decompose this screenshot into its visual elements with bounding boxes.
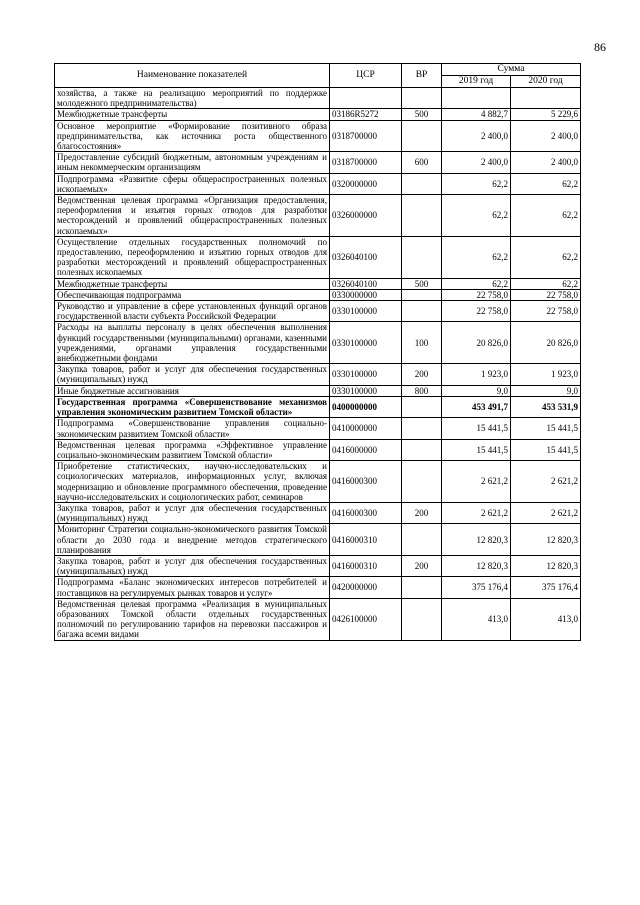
row-vr-code: 200	[402, 555, 442, 576]
row-csr-code: 0400000000	[330, 396, 402, 417]
row-vr-code: 200	[402, 502, 442, 523]
row-amount-2020: 12 820,3	[511, 555, 581, 576]
row-amount-2019: 375 176,4	[442, 577, 511, 598]
row-amount-2020: 375 176,4	[511, 577, 581, 598]
row-csr-code: 0416000310	[330, 524, 402, 556]
row-amount-2019: 12 820,3	[442, 555, 511, 576]
row-csr-code: 0330100000	[330, 301, 402, 322]
row-vr-code: 800	[402, 385, 442, 396]
row-name: Приобретение статистических, научно-исследовательских и социологических материалов, информационных услуг, включая модернизацию и обновление программного обеспечения, проведение научно-исследовательских и социологических работ, семинаров	[55, 461, 330, 503]
row-csr-code: 0416000000	[330, 439, 402, 460]
row-amount-2020: 62,2	[511, 278, 581, 289]
table-row	[55, 289, 581, 300]
row-vr-code	[402, 88, 442, 109]
row-amount-2019: 1 923,0	[442, 364, 511, 385]
page-number: 86	[594, 40, 606, 54]
row-amount-2020: 62,2	[511, 236, 581, 278]
row-amount-2019: 453 491,7	[442, 396, 511, 417]
row-name: хозяйства, а также на реализацию мероприятий по поддержке молодежного предпринимательства)	[55, 88, 330, 109]
row-vr-code: 200	[402, 364, 442, 385]
row-vr-code	[402, 173, 442, 194]
row-amount-2019	[442, 88, 511, 109]
table-row	[55, 396, 581, 417]
table-row	[55, 152, 581, 173]
row-amount-2020	[511, 88, 581, 109]
header-vr: ВР	[402, 64, 442, 88]
row-amount-2019: 4 882,7	[442, 109, 511, 120]
row-amount-2020: 453 531,9	[511, 396, 581, 417]
table-row	[55, 301, 581, 322]
row-csr-code: 0320000000	[330, 173, 402, 194]
row-csr-code: 0330100000	[330, 322, 402, 364]
row-name: Межбюджетные трансферты	[55, 278, 330, 289]
row-vr-code: 500	[402, 109, 442, 120]
row-name: Мониторинг Стратегии социально-экономического развития Томской области до 2030 года и внедрение методов стратегического планирования	[55, 524, 330, 556]
row-name: Осуществление отдельных государственных полномочий по предоставлению, переоформлению и изъятию горных отводов для разработки месторождений и проявлений общераспространенных полезных ископаемых	[55, 236, 330, 278]
table-body	[55, 88, 581, 641]
row-name: Государственная программа «Совершенствование механизмов управления экономическим развитием Томской области»	[55, 396, 330, 417]
row-csr-code: 0330100000	[330, 364, 402, 385]
row-amount-2019: 20 826,0	[442, 322, 511, 364]
row-name: Ведомственная целевая программа «Организация предоставления, переоформления и изъятия горных отводов для разработки месторождений и проявлений общераспространенных полезных ископаемых»	[55, 195, 330, 237]
row-csr-code: 0318700000	[330, 120, 402, 152]
row-name: Руководство и управление в сфере установленных функций органов государственной власти субъекта Российской Федерации	[55, 301, 330, 322]
row-csr-code: 0330000000	[330, 289, 402, 300]
row-vr-code	[402, 418, 442, 439]
row-amount-2019: 15 441,5	[442, 439, 511, 460]
table-row	[55, 88, 581, 109]
table-row	[55, 120, 581, 152]
row-amount-2019: 22 758,0	[442, 289, 511, 300]
row-amount-2019: 2 400,0	[442, 120, 511, 152]
row-vr-code	[402, 598, 442, 640]
row-name: Закупка товаров, работ и услуг для обеспечения государственных (муниципальных) нужд	[55, 555, 330, 576]
row-name: Обеспечивающая подпрограмма	[55, 289, 330, 300]
row-name: Межбюджетные трансферты	[55, 109, 330, 120]
row-amount-2020: 62,2	[511, 195, 581, 237]
row-name: Подпрограмма «Совершенствование управления социально-экономическим развитием Томской области»	[55, 418, 330, 439]
header-year-2020: 2020 год	[511, 76, 581, 88]
row-name: Подпрограмма «Развитие сферы общераспространенных полезных ископаемых»	[55, 173, 330, 194]
row-vr-code: 500	[402, 278, 442, 289]
table-header	[55, 64, 581, 88]
row-vr-code	[402, 301, 442, 322]
row-vr-code: 100	[402, 322, 442, 364]
row-csr-code: 0416000310	[330, 555, 402, 576]
table-row	[55, 364, 581, 385]
header-csr: ЦСР	[330, 64, 402, 88]
table-row	[55, 461, 581, 503]
row-amount-2019: 413,0	[442, 598, 511, 640]
row-name: Ведомственная целевая программа «Эффективное управление социально-экономическим развитием Томской области»	[55, 439, 330, 460]
row-vr-code	[402, 439, 442, 460]
table-row	[55, 278, 581, 289]
row-name: Закупка товаров, работ и услуг для обеспечения государственных (муниципальных) нужд	[55, 364, 330, 385]
row-amount-2020: 15 441,5	[511, 418, 581, 439]
table-row	[55, 173, 581, 194]
row-vr-code	[402, 461, 442, 503]
row-vr-code	[402, 577, 442, 598]
row-csr-code: 0410000000	[330, 418, 402, 439]
table-row	[55, 385, 581, 396]
row-amount-2020: 12 820,3	[511, 524, 581, 556]
row-amount-2019: 2 621,2	[442, 502, 511, 523]
row-name: Основное мероприятие «Формирование позитивного образа предпринимательства, как источника роста общественного благосостояния»	[55, 120, 330, 152]
row-amount-2020: 1 923,0	[511, 364, 581, 385]
row-amount-2020: 2 621,2	[511, 461, 581, 503]
row-amount-2020: 22 758,0	[511, 289, 581, 300]
row-name: Подпрограмма «Баланс экономических интересов потребителей и поставщиков на регулируемых рынках товаров и услуг»	[55, 577, 330, 598]
row-csr-code: 0318700000	[330, 152, 402, 173]
row-amount-2020: 15 441,5	[511, 439, 581, 460]
row-vr-code	[402, 120, 442, 152]
table-row	[55, 577, 581, 598]
row-amount-2019: 62,2	[442, 195, 511, 237]
table-row	[55, 555, 581, 576]
row-vr-code	[402, 396, 442, 417]
table-row	[55, 109, 581, 120]
row-csr-code: 0416000300	[330, 502, 402, 523]
row-vr-code: 600	[402, 152, 442, 173]
row-csr-code: 0416000300	[330, 461, 402, 503]
row-vr-code	[402, 195, 442, 237]
row-vr-code	[402, 289, 442, 300]
row-vr-code	[402, 524, 442, 556]
row-amount-2019: 9,0	[442, 385, 511, 396]
row-vr-code	[402, 236, 442, 278]
table-row	[55, 322, 581, 364]
table-row	[55, 439, 581, 460]
row-csr-code: 0426100000	[330, 598, 402, 640]
row-amount-2020: 9,0	[511, 385, 581, 396]
table-row	[55, 195, 581, 237]
row-amount-2019: 62,2	[442, 278, 511, 289]
row-amount-2019: 12 820,3	[442, 524, 511, 556]
row-name: Ведомственная целевая программа «Реализация в муниципальных образованиях Томской области отдельных государственных полномочий по регулированию тарифов на перевозки пассажиров и багажа всеми видами	[55, 598, 330, 640]
row-amount-2019: 22 758,0	[442, 301, 511, 322]
row-csr-code: 0326000000	[330, 195, 402, 237]
row-name: Закупка товаров, работ и услуг для обеспечения государственных (муниципальных) нужд	[55, 502, 330, 523]
row-amount-2020: 20 826,0	[511, 322, 581, 364]
row-name: Иные бюджетные ассигнования	[55, 385, 330, 396]
row-csr-code	[330, 88, 402, 109]
row-amount-2020: 5 229,6	[511, 109, 581, 120]
row-amount-2020: 62,2	[511, 173, 581, 194]
header-name: Наименование показателей	[55, 64, 330, 88]
table-row	[55, 524, 581, 556]
row-csr-code: 0326040100	[330, 278, 402, 289]
row-csr-code: 0420000000	[330, 577, 402, 598]
row-amount-2020: 2 400,0	[511, 120, 581, 152]
table-row	[55, 598, 581, 640]
row-csr-code: 03186R5272	[330, 109, 402, 120]
table-row	[55, 418, 581, 439]
row-amount-2019: 62,2	[442, 173, 511, 194]
row-amount-2019: 2 400,0	[442, 152, 511, 173]
row-amount-2020: 413,0	[511, 598, 581, 640]
row-name: Предоставление субсидий бюджетным, автономным учреждениям и иным некоммерческим организациям	[55, 152, 330, 173]
row-amount-2020: 2 621,2	[511, 502, 581, 523]
row-amount-2019: 15 441,5	[442, 418, 511, 439]
row-csr-code: 0330100000	[330, 385, 402, 396]
row-amount-2020: 2 400,0	[511, 152, 581, 173]
row-name: Расходы на выплаты персоналу в целях обеспечения выполнения функций государственными (муниципальными) органами, казенными учреждениями, органами управления государственными внебюджетными фондами	[55, 322, 330, 364]
row-csr-code: 0326040100	[330, 236, 402, 278]
row-amount-2019: 62,2	[442, 236, 511, 278]
header-sum: Сумма	[442, 64, 581, 76]
budget-table	[54, 63, 581, 641]
row-amount-2020: 22 758,0	[511, 301, 581, 322]
table-row	[55, 236, 581, 278]
row-amount-2019: 2 621,2	[442, 461, 511, 503]
header-year-2019: 2019 год	[442, 76, 511, 88]
table-row	[55, 502, 581, 523]
